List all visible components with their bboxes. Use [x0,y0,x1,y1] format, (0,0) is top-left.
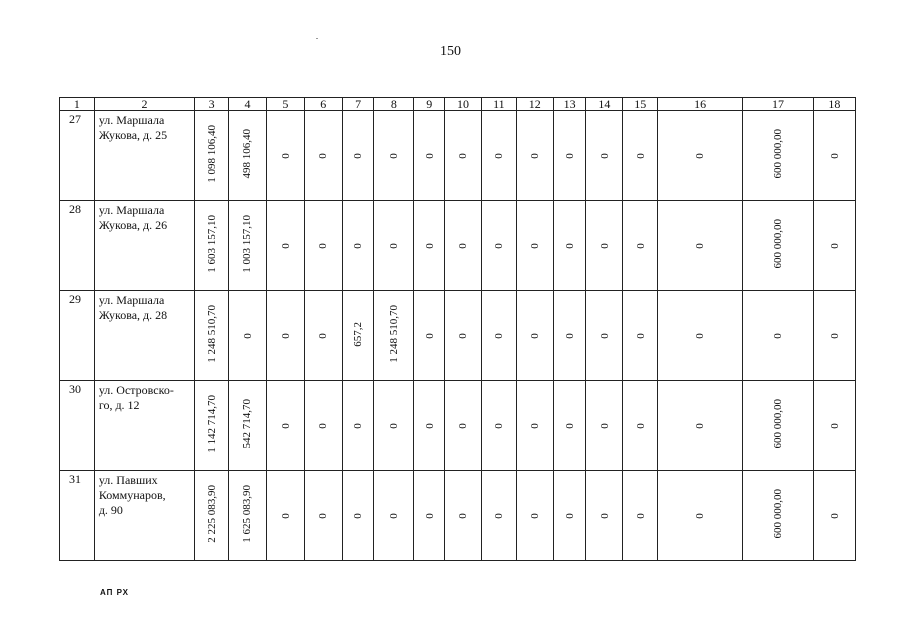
cell-value: 0 [598,512,611,519]
value-cell [414,471,445,561]
cell-value: 600 000,00 [772,219,785,269]
cell-value: 1 248 510,70 [387,305,400,363]
value-cell [414,381,445,471]
address-line: Жукова, д. 25 [98,128,168,142]
cell-value: 0 [317,332,330,339]
address-line: ул. Маршала [98,293,165,307]
table-row [60,381,856,471]
cell-value: 0 [279,422,292,429]
cell-value: 0 [694,332,707,339]
column-header: 12 [516,98,553,111]
cell-value: 0 [279,242,292,249]
address-line: Жукова, д. 28 [98,308,168,322]
cell-value: 0 [828,512,841,519]
row-number: 27 [60,111,95,201]
cell-value: 0 [423,152,436,159]
cell-value: 600 000,00 [772,489,785,539]
column-header: 14 [586,98,623,111]
value-cell [445,291,482,381]
value-cell [229,111,267,201]
cell-value: 0 [317,152,330,159]
value-cell [813,291,855,381]
value-cell [623,291,658,381]
value-cell [374,291,414,381]
column-header: 10 [445,98,482,111]
row-number: 31 [60,471,95,561]
table-row [60,471,856,561]
cell-value: 0 [528,422,541,429]
cell-value: 0 [563,242,576,249]
cell-value: 0 [694,512,707,519]
cell-value: 0 [423,242,436,249]
value-cell [553,201,586,291]
row-number: 28 [60,201,95,291]
column-header: 4 [229,98,267,111]
cell-value: 0 [279,152,292,159]
value-cell [516,291,553,381]
cell-value: 0 [598,152,611,159]
cell-value: 0 [828,152,841,159]
cell-value: 0 [828,422,841,429]
cell-value: 0 [279,512,292,519]
value-cell [374,381,414,471]
row-number: 29 [60,291,95,381]
value-cell [229,471,267,561]
value-cell [304,111,342,201]
page-number: 150 [440,44,461,59]
column-header: 16 [658,98,743,111]
cell-value: 0 [598,332,611,339]
value-cell [743,291,814,381]
value-cell [374,111,414,201]
value-cell [229,201,267,291]
cell-value: 498 106,40 [241,129,254,179]
cell-value: 0 [492,422,505,429]
address-line: д. 90 [98,503,123,517]
value-cell [304,471,342,561]
value-cell [586,291,623,381]
value-cell [623,111,658,201]
value-cell [743,111,814,201]
value-cell [658,471,743,561]
value-cell [195,471,229,561]
cell-value: 600 000,00 [772,399,785,449]
scan-speck [316,38,318,39]
cell-value: 0 [241,332,254,339]
cell-value: 0 [492,512,505,519]
header-row [60,98,856,111]
value-cell [445,201,482,291]
value-cell [516,111,553,201]
cell-value: 0 [352,242,365,249]
value-cell [195,381,229,471]
column-header: 7 [342,98,374,111]
value-cell [304,291,342,381]
value-cell [743,201,814,291]
cell-value: 0 [598,422,611,429]
address-line: ул. Островско- [98,383,174,397]
value-cell [195,111,229,201]
cell-value: 0 [317,512,330,519]
cell-value: 0 [387,512,400,519]
cell-value: 0 [634,242,647,249]
column-header: 6 [304,98,342,111]
value-cell [623,201,658,291]
value-cell [516,381,553,471]
value-cell [743,381,814,471]
cell-value: 2 225 083,90 [205,485,218,543]
cell-value: 1 603 157,10 [205,215,218,273]
column-header: 8 [374,98,414,111]
cell-value: 0 [828,242,841,249]
value-cell [445,111,482,201]
column-header: 17 [743,98,814,111]
cell-value: 1 003 157,10 [241,215,254,273]
value-cell [658,201,743,291]
value-cell [813,201,855,291]
value-cell [553,471,586,561]
column-header: 9 [414,98,445,111]
value-cell [586,471,623,561]
column-header: 15 [623,98,658,111]
value-cell [445,471,482,561]
value-cell [266,381,304,471]
cell-value: 0 [457,332,470,339]
value-cell [342,201,374,291]
value-cell [586,201,623,291]
value-cell [658,111,743,201]
cell-value: 0 [528,512,541,519]
cell-value: 0 [634,422,647,429]
column-header: 1 [60,98,95,111]
cell-value: 0 [423,332,436,339]
table-row [60,201,856,291]
value-cell [743,471,814,561]
cell-value: 0 [563,152,576,159]
cell-value: 600 000,00 [772,129,785,179]
cell-value: 0 [457,422,470,429]
value-cell [304,201,342,291]
cell-value: 0 [492,242,505,249]
value-cell [195,291,229,381]
cell-value: 0 [457,242,470,249]
cell-value: 0 [563,512,576,519]
address-line: ул. Маршала [98,113,165,127]
cell-value: 0 [694,422,707,429]
cell-value: 0 [634,152,647,159]
value-cell [481,291,516,381]
value-cell [266,471,304,561]
value-cell [414,111,445,201]
address-line: го, д. 12 [98,398,140,412]
cell-value: 1 625 083,90 [241,485,254,543]
cell-value: 0 [528,332,541,339]
value-cell [342,381,374,471]
address-line: Коммунаров, [98,488,166,502]
cell-value: 0 [317,422,330,429]
cell-value: 0 [634,512,647,519]
address-cell [94,291,194,381]
value-cell [229,291,267,381]
archive-stamp: АП РХ [100,588,130,597]
cell-value: 0 [634,332,647,339]
value-cell [342,111,374,201]
cell-value: 657,2 [352,321,365,347]
value-cell [813,381,855,471]
cell-value: 0 [563,422,576,429]
cell-value: 0 [694,242,707,249]
value-cell [481,471,516,561]
value-cell [266,291,304,381]
value-cell [266,201,304,291]
cell-value: 0 [423,422,436,429]
value-cell [414,291,445,381]
column-header: 18 [813,98,855,111]
cell-value: 0 [492,332,505,339]
cell-value: 0 [387,242,400,249]
cell-value: 0 [387,422,400,429]
cell-value: 0 [694,152,707,159]
row-number: 30 [60,381,95,471]
value-cell [414,201,445,291]
cell-value: 0 [528,152,541,159]
cell-value: 0 [772,332,785,339]
address-line: Жукова, д. 26 [98,218,168,232]
cell-value: 0 [423,512,436,519]
address-cell [94,471,194,561]
cell-value: 0 [563,332,576,339]
cell-value: 0 [352,422,365,429]
value-cell [229,381,267,471]
address-cell [94,111,194,201]
address-line: ул. Маршала [98,203,165,217]
column-header: 11 [481,98,516,111]
value-cell [813,111,855,201]
cell-value: 0 [828,332,841,339]
column-header: 5 [266,98,304,111]
cell-value: 0 [457,512,470,519]
cell-value: 1 142 714,70 [205,395,218,453]
cell-value: 0 [317,242,330,249]
table-row [60,111,856,201]
address-cell [94,381,194,471]
value-cell [586,381,623,471]
value-cell [553,381,586,471]
column-header: 13 [553,98,586,111]
address-cell [94,201,194,291]
value-cell [813,471,855,561]
cell-value: 0 [492,152,505,159]
value-cell [623,471,658,561]
value-cell [481,111,516,201]
cell-value: 0 [457,152,470,159]
cell-value: 0 [352,512,365,519]
table-row [60,291,856,381]
value-cell [374,201,414,291]
value-cell [586,111,623,201]
value-cell [342,471,374,561]
value-cell [658,381,743,471]
value-cell [623,381,658,471]
cell-value: 1 248 510,70 [205,305,218,363]
cell-value: 0 [387,152,400,159]
value-cell [195,201,229,291]
value-cell [553,111,586,201]
column-header: 3 [195,98,229,111]
value-cell [374,471,414,561]
cell-value: 0 [528,242,541,249]
value-cell [445,381,482,471]
column-header: 2 [94,98,194,111]
cell-value: 1 098 106,40 [205,125,218,183]
value-cell [516,471,553,561]
value-cell [342,291,374,381]
cell-value: 542 714,70 [241,399,254,449]
value-cell [481,381,516,471]
cell-value: 0 [598,242,611,249]
value-cell [516,201,553,291]
value-cell [266,111,304,201]
value-cell [658,291,743,381]
value-cell [553,291,586,381]
value-cell [481,201,516,291]
cell-value: 0 [279,332,292,339]
value-cell [304,381,342,471]
cell-value: 0 [352,152,365,159]
address-line: ул. Павших [98,473,158,487]
data-table [59,97,856,561]
